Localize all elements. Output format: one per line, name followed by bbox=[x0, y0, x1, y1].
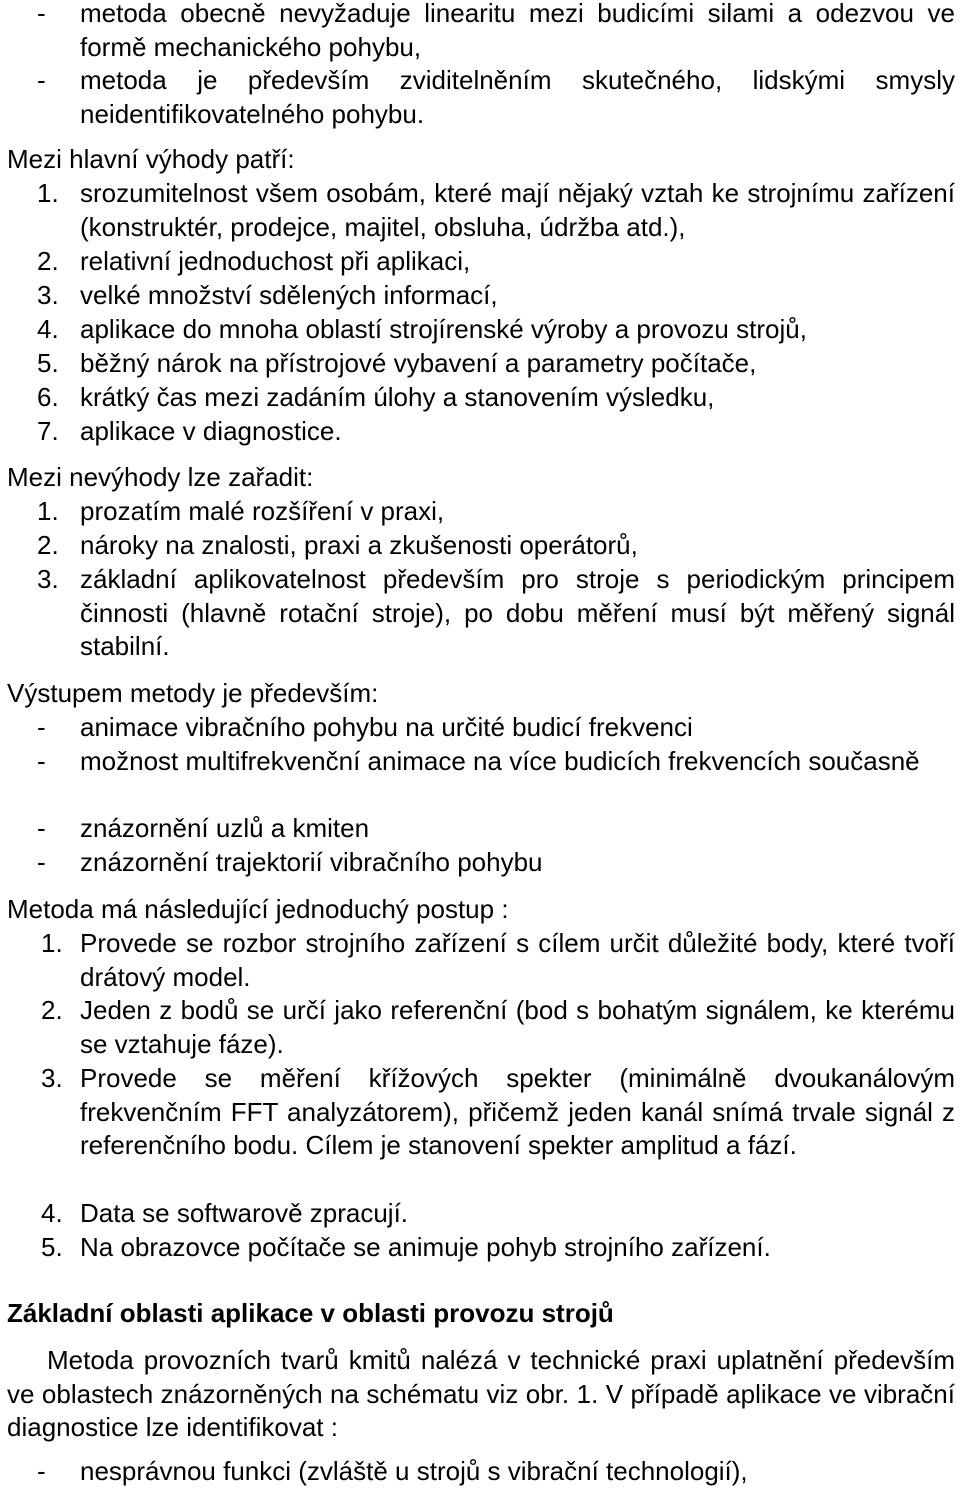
list-item bbox=[37, 381, 955, 415]
list-item-text: běžný nárok na přístrojové vybavení a parametry počítače, bbox=[80, 348, 757, 378]
list-item bbox=[41, 1231, 955, 1265]
list-marker: 4. bbox=[37, 314, 59, 344]
list-marker: 5. bbox=[37, 348, 59, 378]
list-item bbox=[37, 529, 955, 563]
list-item bbox=[41, 1197, 955, 1231]
disadvantages-heading: Mezi nevýhody lze zařadit: bbox=[7, 462, 314, 492]
procedure-heading: Metoda má následující jednoduchý postup : bbox=[7, 894, 509, 924]
list-item bbox=[37, 347, 955, 381]
list-marker: 3. bbox=[41, 1063, 63, 1093]
list-marker: - bbox=[37, 813, 46, 843]
list-item bbox=[37, 415, 955, 449]
list-item bbox=[37, 495, 955, 529]
list-item bbox=[37, 563, 955, 664]
list-item bbox=[37, 1455, 955, 1489]
list-marker: 2. bbox=[37, 530, 59, 560]
list-item bbox=[37, 711, 955, 745]
list-marker: - bbox=[37, 712, 46, 742]
list-item-text: Data se softwarově zpracují. bbox=[80, 1198, 409, 1228]
list-item-text: nároky na znalosti, praxi a zkušenosti operátorů, bbox=[80, 530, 638, 560]
list-marker: - bbox=[37, 746, 46, 776]
list-item-text: možnost multifrekvenční animace na více budicích frekvencích současně bbox=[80, 746, 920, 776]
outputs-heading: Výstupem metody je především: bbox=[7, 678, 379, 708]
list-item bbox=[37, 745, 955, 779]
list-item-text: Provede se rozbor strojního zařízení s cílem určit důležité body, které tvoří drátový model. bbox=[80, 928, 955, 992]
section-paragraph: Metoda provozních tvarů kmitů nalézá v technické praxi uplatnění především ve oblastech znázorněných na schématu viz obr. 1. V případě aplikace ve vibrační diagnostice lze identifikovat : bbox=[7, 1345, 955, 1442]
list-item-text: metoda obecně nevyžaduje linearitu mezi budicími silami a odezvou ve formě mechanického pohybu, bbox=[80, 0, 955, 62]
list-item-text: prozatím malé rozšíření v praxi, bbox=[80, 496, 445, 526]
list-item-text: krátký čas mezi zadáním úlohy a stanovením výsledku, bbox=[80, 382, 715, 412]
list-item bbox=[41, 994, 955, 1061]
list-item-text: Na obrazovce počítače se animuje pohyb strojního zařízení. bbox=[80, 1232, 771, 1262]
list-marker: - bbox=[37, 65, 46, 95]
list-marker: 6. bbox=[37, 382, 59, 412]
list-item bbox=[37, 64, 955, 131]
list-marker: 3. bbox=[37, 564, 59, 594]
list-item bbox=[37, 0, 955, 64]
list-marker: 2. bbox=[41, 995, 63, 1025]
list-item bbox=[37, 812, 955, 846]
list-marker: 2. bbox=[37, 246, 59, 276]
list-marker: 1. bbox=[37, 496, 59, 526]
list-item-text: základní aplikovatelnost především pro stroje s periodickým principem činnosti (hlavně rotační stroje), po dobu měření musí být měřený signál stabilní. bbox=[80, 564, 955, 661]
list-marker: 7. bbox=[37, 416, 59, 446]
advantages-heading: Mezi hlavní výhody patří: bbox=[7, 144, 295, 174]
list-item-text: nesprávnou funkci (zvláště u strojů s vibrační technologií), bbox=[80, 1456, 748, 1486]
list-item bbox=[41, 927, 955, 994]
list-item-text: metoda je především zviditelněním skutečného, lidskými smysly neidentifikovatelného pohybu. bbox=[80, 65, 955, 129]
list-item bbox=[37, 279, 955, 313]
list-item bbox=[37, 245, 955, 279]
list-marker: 1. bbox=[41, 928, 63, 958]
list-item-text: animace vibračního pohybu na určité budicí frekvenci bbox=[80, 712, 693, 742]
list-marker: - bbox=[37, 1456, 46, 1486]
list-marker: - bbox=[37, 847, 46, 877]
list-marker: 4. bbox=[41, 1198, 63, 1228]
list-item-text: znázornění uzlů a kmiten bbox=[80, 813, 370, 843]
list-item bbox=[41, 1062, 955, 1163]
list-item-text: Jeden z bodů se určí jako referenční (bod s bohatým signálem, ke kterému se vztahuje fáze). bbox=[80, 995, 955, 1059]
list-item bbox=[37, 846, 955, 880]
list-marker: - bbox=[37, 0, 46, 28]
list-item-text: aplikace do mnoha oblastí strojírenské výroby a provozu strojů, bbox=[80, 314, 807, 344]
list-item-text: Provede se měření křížových spekter (minimálně dvoukanálovým frekvenčním FFT analyzátorem), přičemž jeden kanál snímá trvale signál z referenčního bodu. Cílem je stanovení spekter amplitud a fází. bbox=[80, 1063, 955, 1160]
list-marker: 3. bbox=[37, 280, 59, 310]
list-item-text: znázornění trajektorií vibračního pohybu bbox=[80, 847, 543, 877]
list-item bbox=[37, 177, 955, 244]
list-item-text: velké množství sdělených informací, bbox=[80, 280, 498, 310]
list-item-text: relativní jednoduchost při aplikaci, bbox=[80, 246, 471, 276]
list-item-text: aplikace v diagnostice. bbox=[80, 416, 342, 446]
list-item-text: srozumitelnost všem osobám, které mají nějaký vztah ke strojnímu zařízení (konstruktér, prodejce, majitel, obsluha, údržba atd.), bbox=[80, 178, 955, 242]
list-marker: 5. bbox=[41, 1232, 63, 1262]
section-title: Základní oblasti aplikace v oblasti provozu strojů bbox=[7, 1298, 614, 1328]
list-marker: 1. bbox=[37, 178, 59, 208]
list-item bbox=[37, 313, 955, 347]
